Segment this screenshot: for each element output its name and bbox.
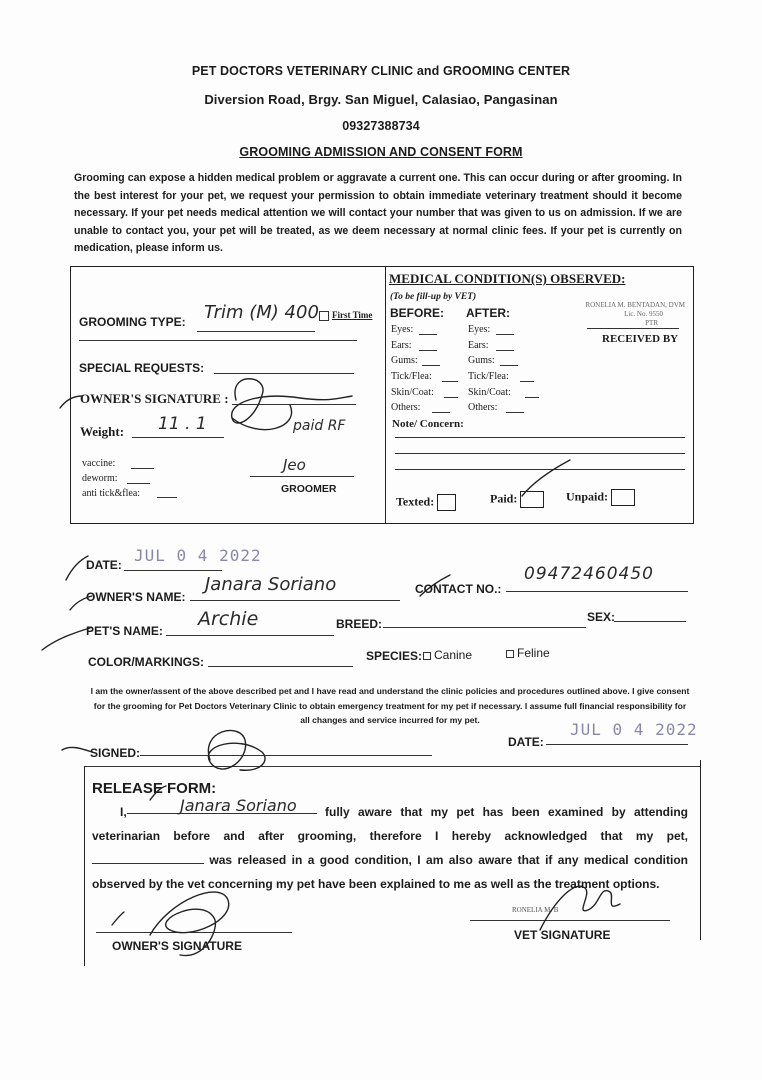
received-by-label: RECEIVED BY	[602, 333, 679, 345]
vet-signature-mark	[540, 886, 620, 930]
contact-tick-mark	[420, 575, 450, 596]
clinic-phone: 09327388734	[342, 119, 420, 133]
vet-stamp-name: RONELIA M. BENTADAN, DVM	[585, 301, 685, 309]
groomer-name: Jeo	[283, 456, 306, 474]
after-others: Others:	[468, 402, 498, 413]
before-others: Others:	[391, 402, 421, 413]
owner-name-value: Janara Soriano	[205, 574, 337, 595]
owner-signature-label: OWNER'S SIGNATURE :	[80, 391, 229, 406]
before-ears: Ears:	[391, 340, 412, 351]
first-time-label: First Time	[332, 310, 373, 320]
release-tick-mark	[150, 786, 166, 800]
before-tick-flea: Tick/Flea:	[391, 371, 432, 382]
release-name-value: Janara Soriano	[180, 796, 297, 815]
owner-sig-label: OWNER'S SIGNATURE	[112, 939, 242, 953]
pet-name-label: PET'S NAME:	[86, 624, 163, 638]
contact-label: CONTACT NO.:	[415, 582, 502, 596]
vaccine-label: vaccine:	[82, 458, 116, 469]
medical-subtitle: (To be fill-up by VET)	[390, 292, 477, 302]
owner-signature-loop	[232, 405, 292, 430]
signed-date-stamp: JUL 0 4 2022	[570, 720, 698, 739]
form-title: GROOMING ADMISSION AND CONSENT FORM	[239, 145, 523, 159]
signed-label: SIGNED:	[90, 746, 141, 760]
pet-name-value: Archie	[198, 608, 259, 630]
vet-sig-label: VET SIGNATURE	[514, 928, 611, 942]
texted-label: Texted:	[396, 494, 435, 509]
after-gums: Gums:	[468, 355, 495, 366]
tick-mark	[66, 556, 88, 580]
after-tick-flea: Tick/Flea:	[468, 371, 509, 382]
intro-paragraph: Grooming can expose a hidden medical problem or aggravate a current one. This can occur during or after grooming. In the best interest for your pet, we request your permission to obtain immediate veterinary treatment should it become necessary. If your pet needs medical attention we will contact your number that was given to us on admission. If we are unable to contact you, your pet will be treated, as we deem necessary at normal clinic fees. If your pet is currently on medication, please inform us.	[74, 172, 682, 254]
color-label: COLOR/MARKINGS:	[88, 655, 204, 669]
unpaid-label: Unpaid:	[566, 489, 609, 504]
vet-stamp-ptr: PTR	[645, 319, 658, 327]
breed-label: BREED:	[336, 617, 383, 631]
medical-title: MEDICAL CONDITION(S) OBSERVED:	[389, 271, 626, 286]
before-label: BEFORE:	[390, 306, 444, 320]
after-label: AFTER:	[466, 306, 510, 320]
grooming-type-value: Trim (M) 400	[204, 302, 319, 323]
after-skin-coat: Skin/Coat:	[468, 387, 511, 398]
before-eyes: Eyes:	[391, 324, 414, 335]
anti-tick-label: anti tick&flea:	[82, 488, 141, 499]
paid-label: Paid:	[490, 491, 518, 506]
date-label: DATE:	[86, 558, 122, 572]
before-gums: Gums:	[391, 355, 418, 366]
sex-label: SEX:	[587, 610, 616, 624]
tick-mark	[60, 396, 82, 408]
tick-mark	[62, 747, 92, 752]
grooming-type-label: GROOMING TYPE:	[79, 315, 186, 329]
paid-note: paid RF	[293, 418, 346, 434]
signed-date-label: DATE:	[508, 735, 544, 749]
release-owner-tick	[112, 912, 124, 925]
weight-label: Weight:	[80, 424, 125, 439]
after-ears: Ears:	[468, 340, 489, 351]
signed-signature-mark	[208, 730, 265, 770]
vet-stamp-lic: Lic. No. 9550	[624, 310, 663, 318]
deworm-label: deworm:	[82, 473, 118, 484]
tick-mark	[42, 628, 90, 650]
paid-tick-mark	[522, 460, 570, 496]
note-label: Note/ Concern:	[392, 418, 464, 430]
after-eyes: Eyes:	[468, 324, 491, 335]
vet-sig-stamp: RONELIA M. B	[512, 906, 559, 914]
owner-signature-mark	[232, 379, 352, 423]
clinic-address: Diversion Road, Brgy. San Miguel, Calasiao, Pangasinan	[204, 92, 558, 107]
release-text-1: fully aware that my pet has been examined by attending veterinarian before and after grooming, therefore I hereby acknowledged that my pet,	[92, 805, 688, 843]
release-owner-signature	[150, 892, 229, 956]
species-label: SPECIES:	[366, 649, 423, 663]
clinic-name: PET DOCTORS VETERINARY CLINIC and GROOMING CENTER	[191, 64, 571, 78]
groomer-label: GROOMER	[281, 483, 337, 495]
special-requests-label: SPECIAL REQUESTS:	[79, 361, 205, 375]
date-stamp: JUL 0 4 2022	[134, 546, 262, 565]
before-skin-coat: Skin/Coat:	[391, 387, 434, 398]
weight-value: 11 . 1	[158, 414, 207, 434]
consent-paragraph: I am the owner/assent of the above described pet and I have read and understand the clinic policies and procedures outlined above. I give consent for the grooming for Pet Doctors Veterinary Clinic to obtain emergency treatment for my pet if necessary. I assume full financial responsibility for all changes and service incurred for my pet.	[90, 686, 690, 725]
canine-label: Canine	[434, 648, 473, 662]
feline-label: Feline	[517, 646, 550, 660]
release-i-label: I,	[120, 805, 127, 819]
owner-name-label: OWNER'S NAME:	[86, 590, 186, 604]
tick-mark	[70, 596, 92, 610]
release-title: RELEASE FORM:	[92, 780, 217, 797]
release-text-2: was released in a good condition, I am also aware that if any medical condition observed by the vet concerning my pet have been explained to me as well as the treatment options.	[92, 853, 688, 891]
contact-value: 09472460450	[524, 564, 654, 584]
